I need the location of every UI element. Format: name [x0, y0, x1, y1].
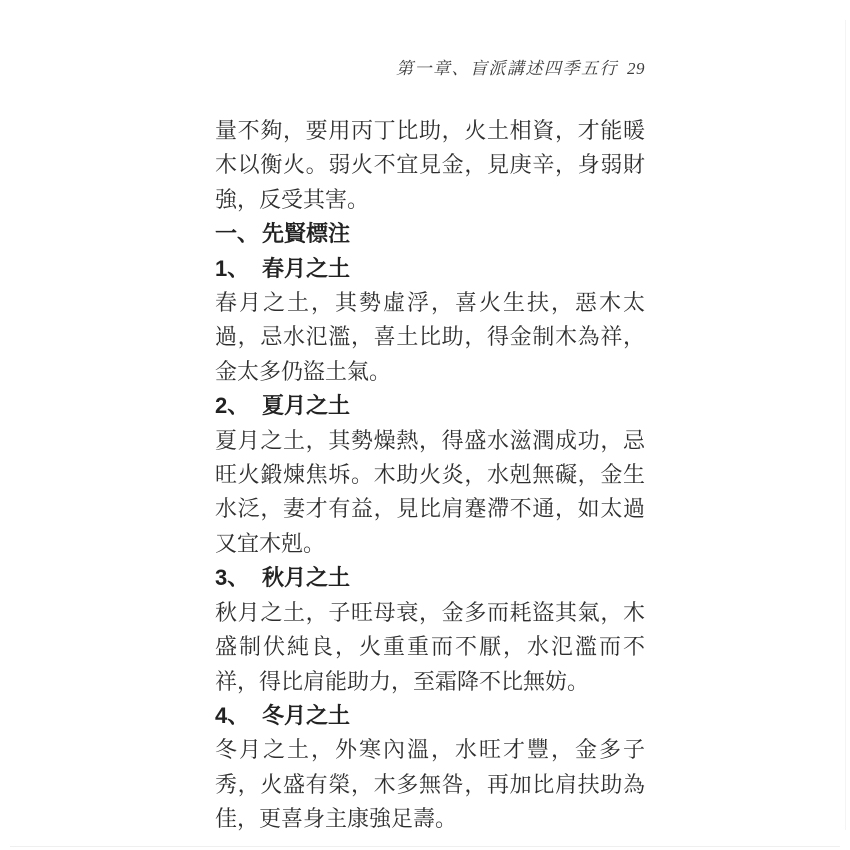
subsection-title: 冬月之土	[262, 702, 351, 728]
subsection-heading-autumn	[215, 561, 645, 595]
subsection-heading-summer	[215, 389, 645, 423]
scan-edge-artifact	[845, 20, 846, 830]
section-heading	[215, 217, 645, 251]
subsection-body-spring: 春月之土，其勢虛浮，喜火生扶，惡木太過，忌水氾濫，喜土比助，得金制木為祥，金太多仍盜土氣。	[215, 290, 645, 384]
section-number: 一、	[215, 221, 260, 247]
subsection-title: 秋月之土	[262, 565, 351, 591]
subsection-heading-winter	[215, 699, 645, 733]
subsection-number: 1、	[215, 255, 250, 281]
subsection-body-autumn: 秋月之土，子旺母衰，金多而耗盜其氣，木盛制伏純良，火重重而不厭，水氾濫而不祥，得比肩能助力，至霜降不比無妨。	[215, 599, 645, 694]
chapter-title: 第一章、盲派講述四季五行	[396, 59, 618, 78]
subsection-number: 2、	[215, 393, 250, 419]
intro-paragraph: 量不夠，要用丙丁比助，火土相資，才能暖木以衡火。弱火不宜見金，見庚辛，身弱財強，反受其害。	[215, 118, 645, 212]
subsection-body-winter: 冬月之土，外寒內溫，水旺才豐，金多子秀，火盛有榮，木多無咎，再加比肩扶助為佳，更喜身主康強足壽。	[215, 737, 645, 832]
subsection-body-summer: 夏月之土，其勢燥熱，得盛水滋潤成功，忌旺火鍛煉焦坼。木助火炎，水剋無礙，金生水泛，妻才有益，見比肩蹇滯不通，如太過又宜木剋。	[215, 427, 645, 556]
subsection-title: 春月之土	[262, 255, 351, 281]
page-number: 29	[627, 59, 645, 78]
text-block	[215, 114, 645, 837]
subsection-number: 4、	[215, 702, 250, 728]
subsection-heading-spring	[215, 252, 645, 286]
scan-edge-artifact	[10, 846, 840, 847]
page-header	[396, 54, 645, 79]
subsection-number: 3、	[215, 565, 250, 591]
section-title: 先賢標注	[262, 221, 351, 247]
subsection-title: 夏月之土	[262, 393, 351, 419]
